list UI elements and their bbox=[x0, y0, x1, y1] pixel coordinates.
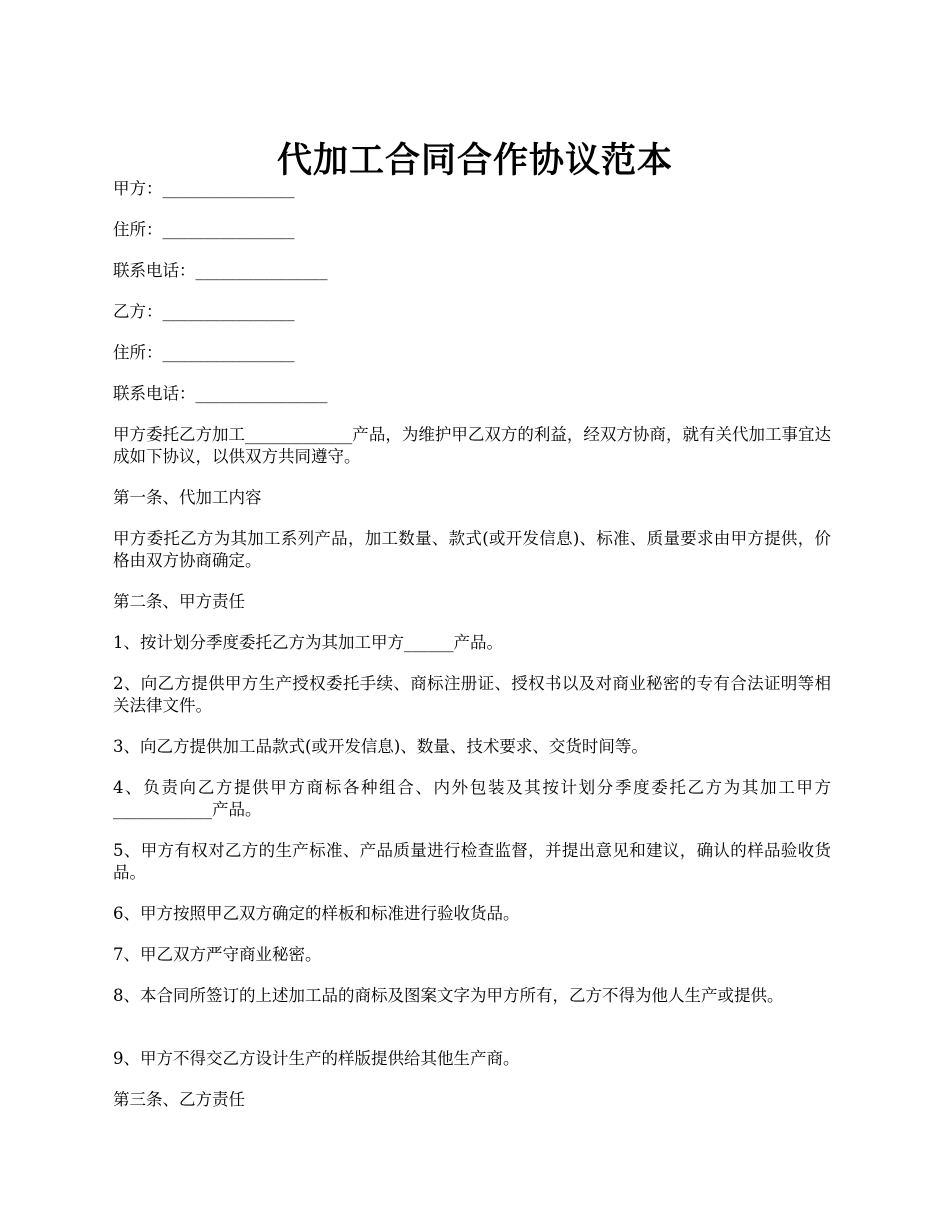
party-a-line: 甲方：________________ bbox=[113, 179, 295, 198]
intro-paragraph: 甲方委托乙方加工_____________产品，为维护甲乙双方的利益，经双方协商，就有关代加工事宜达成如下协议，以供双方共同遵守。 bbox=[113, 425, 831, 466]
party-b-phone-line: 联系电话：________________ bbox=[113, 384, 328, 403]
party-a-phone-line: 联系电话：________________ bbox=[113, 261, 328, 280]
clause-2: 2、向乙方提供甲方生产授权委托手续、商标注册证、授权书以及对商业秘密的专有合法证明等相关法律文件。 bbox=[113, 674, 831, 715]
article-2-heading: 第二条、甲方责任 bbox=[113, 592, 245, 611]
party-b-address-line: 住所：________________ bbox=[113, 343, 295, 362]
clause-3: 3、向乙方提供加工品款式(或开发信息)、数量、技术要求、交货时间等。 bbox=[113, 737, 648, 756]
clause-9: 9、甲方不得交乙方设计生产的样版提供给其他生产商。 bbox=[113, 1049, 520, 1068]
document-body bbox=[113, 178, 831, 1130]
article-1-paragraph: 甲方委托乙方为其加工系列产品，加工数量、款式(或开发信息)、标准、质量要求由甲方提供，价格由双方协商确定。 bbox=[113, 529, 831, 570]
clause-4: 4、负责向乙方提供甲方商标各种组合、内外包装及其按计划分季度委托乙方为其加工甲方____________产品。 bbox=[113, 778, 831, 819]
article-3-heading: 第三条、乙方责任 bbox=[113, 1090, 245, 1109]
clause-7: 7、甲乙双方严守商业秘密。 bbox=[113, 945, 322, 964]
clause-6: 6、甲方按照甲乙双方确定的样板和标准进行验收货品。 bbox=[113, 904, 520, 923]
article-1-heading: 第一条、代加工内容 bbox=[113, 488, 262, 507]
clause-1: 1、按计划分季度委托乙方为其加工甲方______产品。 bbox=[113, 633, 503, 652]
clause-5: 5、甲方有权对乙方的生产标准、产品质量进行检查监督，并提出意见和建议，确认的样品验收货品。 bbox=[113, 841, 831, 882]
party-a-address-line: 住所：________________ bbox=[113, 220, 295, 239]
party-b-line: 乙方：________________ bbox=[113, 302, 295, 321]
clause-8: 8、本合同所签订的上述加工品的商标及图案文字为甲方所有，乙方不得为他人生产或提供。 bbox=[113, 986, 784, 1005]
document-title: 代加工合同合作协议范本 bbox=[276, 141, 673, 182]
